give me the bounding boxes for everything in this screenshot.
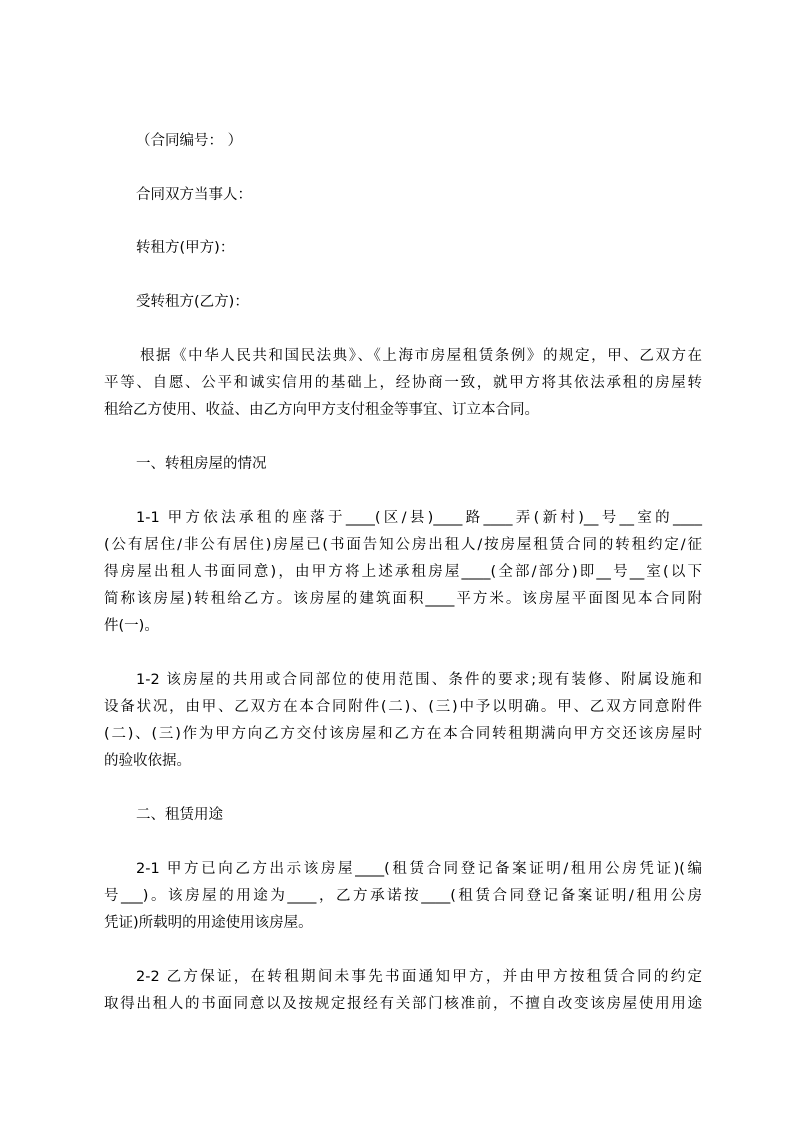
clause-2-2-line: 2-2 乙方保证，在转租期间未事先书面通知甲方，并由甲方按租赁合同的约定 bbox=[136, 969, 702, 985]
party-b-label: 受转租方(乙方)： bbox=[136, 294, 249, 310]
clause-2-1-line: 号___)。该房屋的用途为____，乙方承诺按____(租赁合同登记备案证明/租用公房 bbox=[104, 888, 702, 904]
intro-line: 平等、自愿、公平和诚实信用的基础上，经协商一致，就甲方将其依法承租的房屋转 bbox=[104, 375, 702, 391]
clause-2-2-line: 取得出租人的书面同意以及按规定报经有关部门核准前，不擅自改变该房屋使用用途 bbox=[104, 996, 702, 1012]
intro-line: 根据《中华人民共和国民法典》、《上海市房屋租赁条例》的规定，甲、乙双方在 bbox=[140, 348, 702, 364]
clause-1-2-line: (二)、(三)作为甲方向乙方交付该房屋和乙方在本合同转租期满向甲方交还该房屋时 bbox=[104, 726, 702, 742]
contract-number: （合同编号： ） bbox=[136, 133, 243, 149]
clause-1-1-line: (公有居住/非公有居住)房屋已(书面告知公房出租人/按房屋租赁合同的转租约定/征 bbox=[104, 537, 702, 553]
clause-1-2-line: 设备状况，由甲、乙双方在本合同附件(二)、(三)中予以明确。甲、乙双方同意附件 bbox=[104, 699, 702, 715]
party-a-label: 转租方(甲方)： bbox=[136, 240, 235, 256]
clause-1-1-line: 件(一)。 bbox=[104, 618, 159, 634]
parties-label: 合同双方当事人： bbox=[136, 187, 252, 203]
section-2-heading: 二、租赁用途 bbox=[136, 807, 223, 823]
clause-1-1-line: 得房屋出租人书面同意)，由甲方将上述承租房屋____(全部/部分)即__号__室(以下 bbox=[104, 564, 702, 580]
clause-2-1-line: 凭证)所载明的用途使用该房屋。 bbox=[104, 915, 313, 931]
intro-line: 租给乙方使用、收益、由乙方向甲方支付租金等事宜、订立本合同。 bbox=[104, 402, 539, 418]
clause-1-2-line: 的验收依据。 bbox=[104, 753, 191, 769]
clause-2-1-line: 2-1 甲方已向乙方出示该房屋____(租赁合同登记备案证明/租用公房凭证)(编 bbox=[136, 861, 702, 877]
clause-1-1-line: 1-1 甲方依法承租的座落于____(区/县)____路____弄(新村)__号__室的____ bbox=[136, 510, 702, 526]
section-1-heading: 一、转租房屋的情况 bbox=[136, 456, 267, 472]
clause-1-2-line: 1-2 该房屋的共用或合同部位的使用范围、条件的要求;现有装修、附属设施和 bbox=[136, 672, 702, 688]
clause-1-1-line: 简称该房屋)转租给乙方。该房屋的建筑面积____平方米。该房屋平面图见本合同附 bbox=[104, 591, 702, 607]
